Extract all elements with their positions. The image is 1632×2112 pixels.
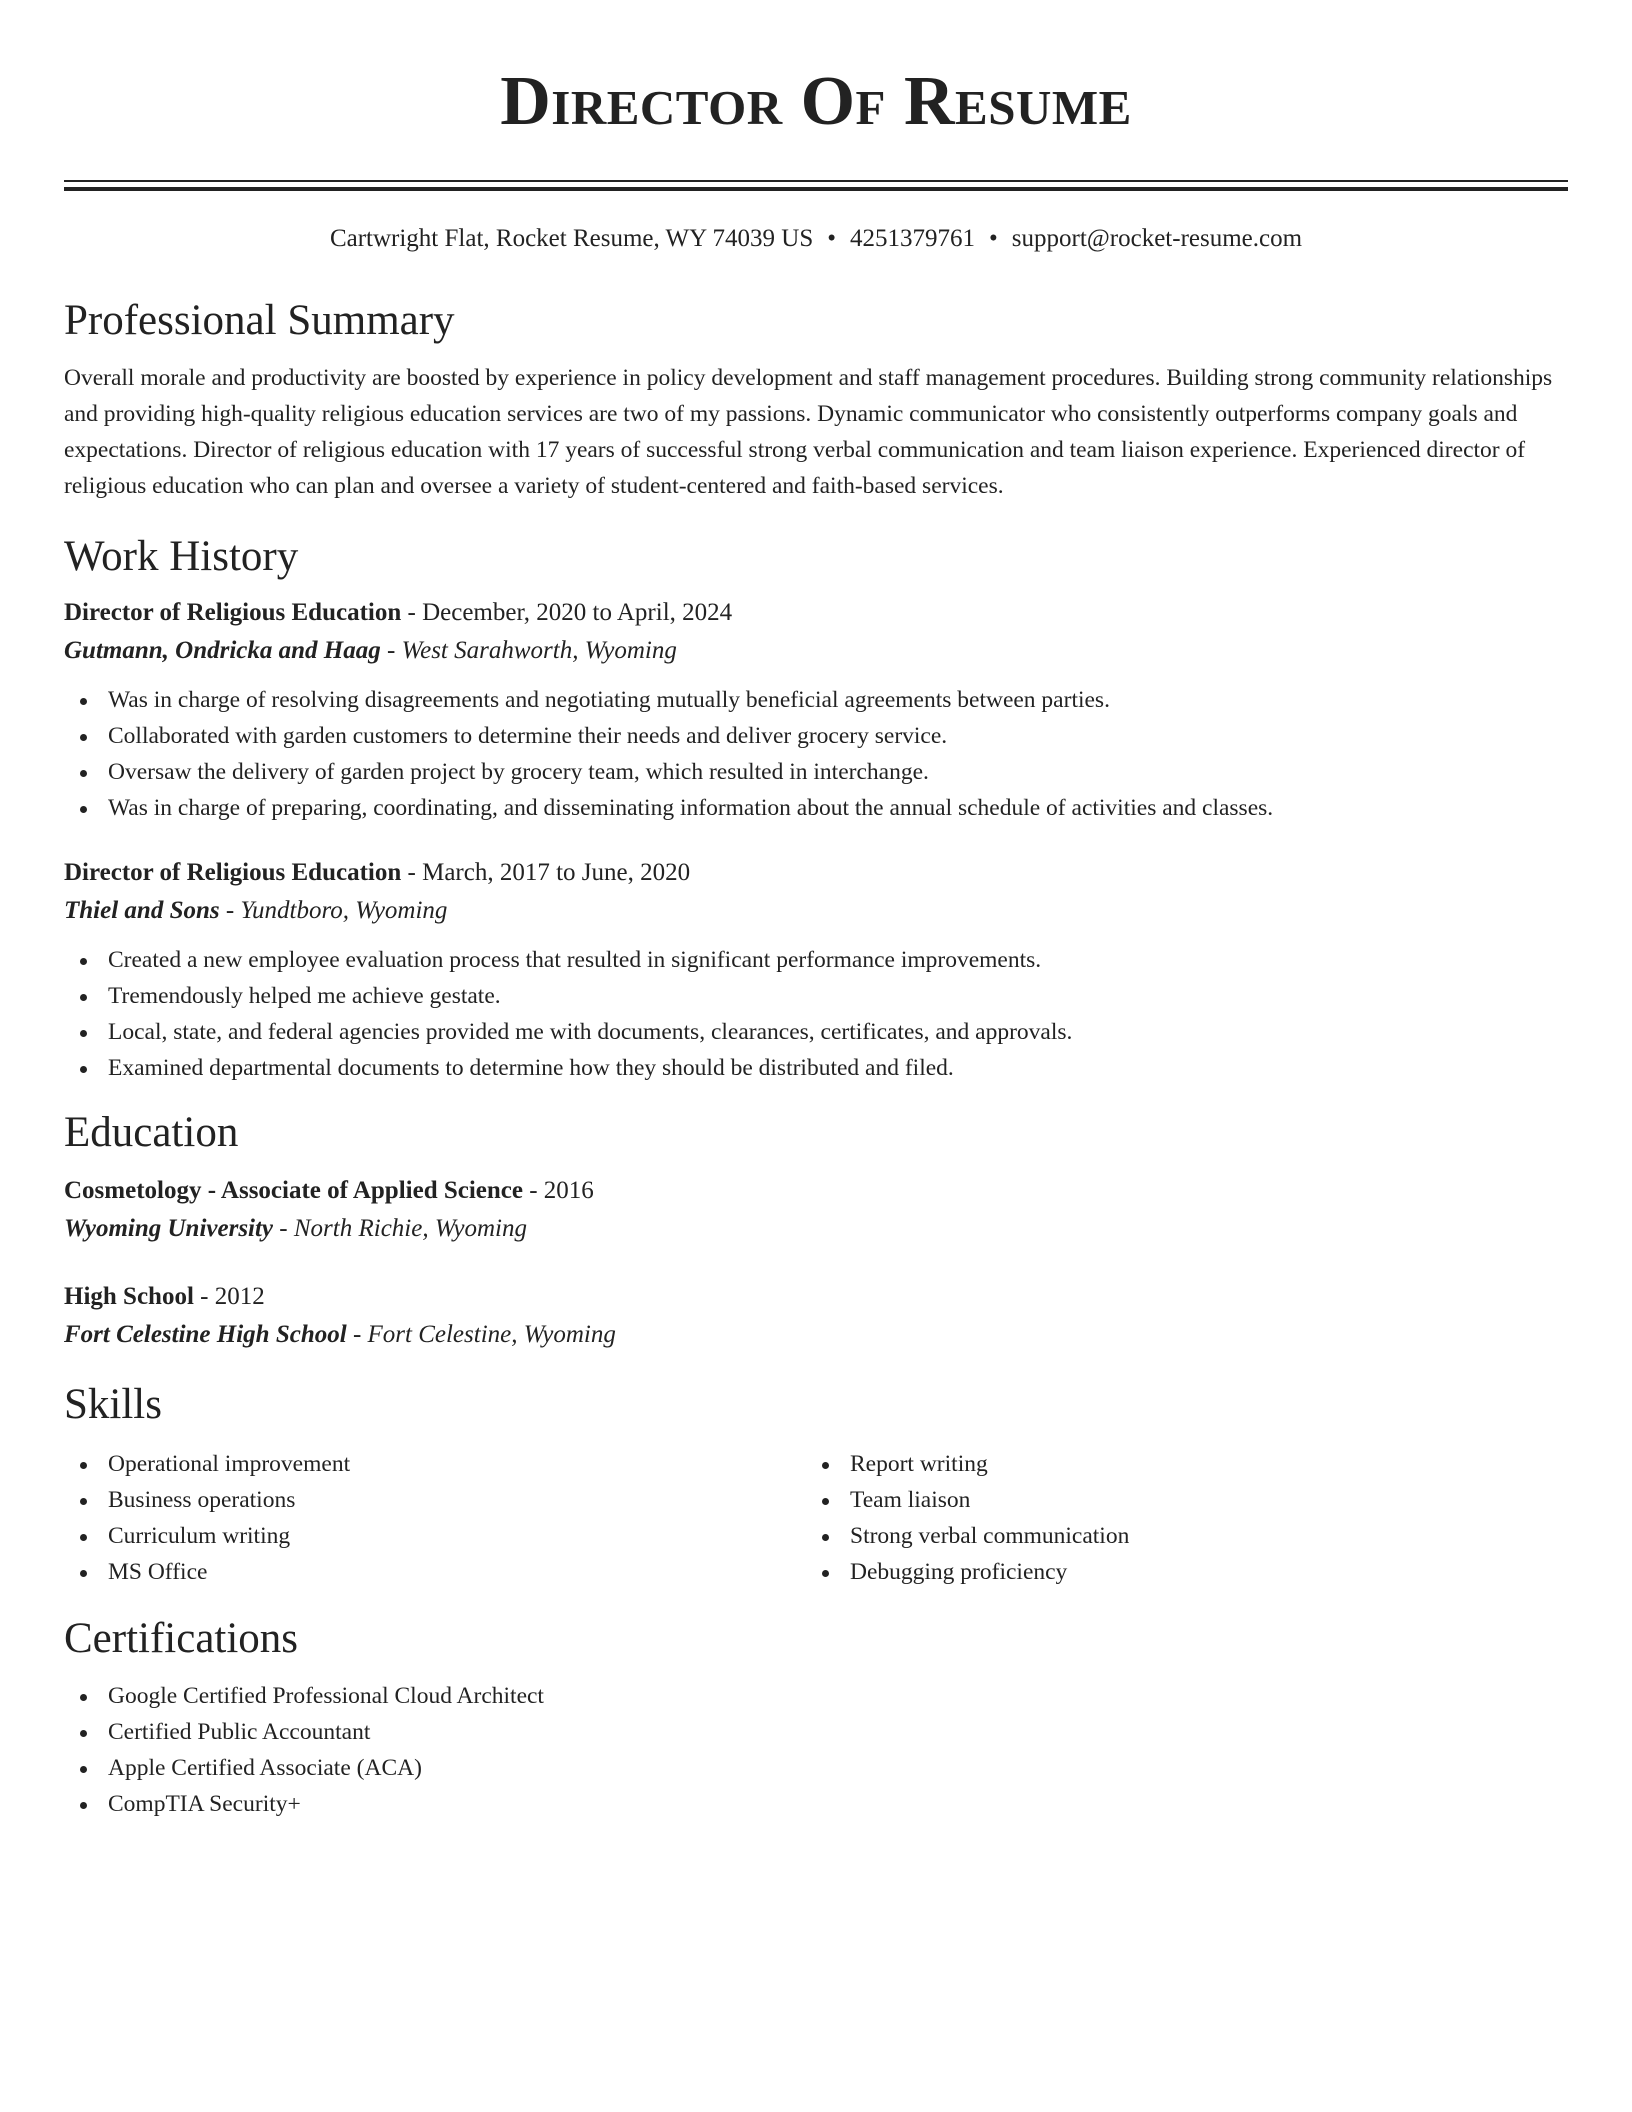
header-double-rule: [64, 180, 1568, 191]
education-school: Wyoming University: [64, 1215, 274, 1242]
contact-line: [64, 222, 1568, 256]
education-entry: [64, 1172, 1568, 1248]
education-heading: Education: [64, 1109, 239, 1156]
work-history-heading: Work History: [64, 533, 299, 580]
education-entry: [64, 1278, 1568, 1354]
summary-text: Overall morale and productivity are boosted by experience in policy development and staff management procedures. Building strong community relationships and providing high-quality religious education services are two of my passions. Dynamic communicator who consistently outperforms company goals and expectations. Director of religious education with 17 years of successful strong verbal communication and team liaison experience. Experienced director of religious education who can plan and oversee a variety of student-centered and faith-based services.: [64, 365, 1553, 499]
job-header: [64, 854, 1568, 892]
job-location: - West Sarahworth, Wyoming: [380, 637, 677, 664]
education-degree: Cosmetology - Associate of Applied Science: [64, 1177, 523, 1204]
education-location: - North Richie, Wyoming: [273, 1215, 527, 1242]
education-location: - Fort Celestine, Wyoming: [346, 1321, 616, 1348]
skills-list: [64, 1446, 806, 1590]
contact-separator: •: [827, 225, 836, 252]
job-bullet: Local, state, and federal agencies provided me with documents, clearances, certificates, and approvals.: [64, 1014, 1568, 1050]
job-bullet: Oversaw the delivery of garden project by grocery team, which resulted in interchange.: [64, 754, 1568, 790]
skill-item: MS Office: [64, 1554, 806, 1590]
contact-phone: 4251379761: [850, 225, 975, 252]
certifications-heading: Certifications: [64, 1615, 299, 1662]
skills-grid: [64, 1446, 1568, 1590]
job-bullets: [64, 682, 1568, 826]
contact-address: Cartwright Flat, Rocket Resume, WY 74039 US: [329, 225, 814, 252]
education-header: [64, 1278, 1568, 1316]
job-role: Director of Religious Education: [64, 599, 402, 626]
resume-name: Director Of Resume: [500, 63, 1132, 140]
job-bullet: Was in charge of resolving disagreements and negotiating mutually beneficial agreements between parties.: [64, 682, 1568, 718]
certifications-list: [64, 1678, 1568, 1822]
job-bullets: [64, 942, 1568, 1086]
job-employer-line: [64, 892, 1568, 930]
education-year: - 2012: [193, 1283, 265, 1310]
job-bullet: Was in charge of preparing, coordinating, and disseminating information about the annual schedule of activities and classes.: [64, 790, 1568, 826]
contact-email: support@rocket-resume.com: [1011, 225, 1303, 252]
skills-list: [806, 1446, 1548, 1590]
skill-item: Curriculum writing: [64, 1518, 806, 1554]
summary-heading: Professional Summary: [64, 297, 455, 344]
education-header: [64, 1172, 1568, 1210]
job-bullet: Created a new employee evaluation process that resulted in significant performance improvements.: [64, 942, 1568, 978]
skills-heading: Skills: [64, 1381, 162, 1428]
job-employer-line: [64, 632, 1568, 670]
job-bullet: Collaborated with garden customers to determine their needs and deliver grocery service.: [64, 718, 1568, 754]
job-bullet: Tremendously helped me achieve gestate.: [64, 978, 1568, 1014]
job-role: Director of Religious Education: [64, 859, 402, 886]
skill-item: Strong verbal communication: [806, 1518, 1548, 1554]
education-school: Fort Celestine High School: [64, 1321, 347, 1348]
skill-item: Report writing: [806, 1446, 1548, 1482]
job-dates: - December, 2020 to April, 2024: [401, 599, 733, 626]
job-bullet: Examined departmental documents to determine how they should be distributed and filed.: [64, 1050, 1568, 1086]
skill-item: Operational improvement: [64, 1446, 806, 1482]
contact-separator: •: [989, 225, 998, 252]
skills-column-left: [64, 1446, 806, 1590]
skill-item: Debugging proficiency: [806, 1554, 1548, 1590]
certification-item: Google Certified Professional Cloud Architect: [64, 1678, 1568, 1714]
education-year: - 2016: [522, 1177, 594, 1204]
skill-item: Business operations: [64, 1482, 806, 1518]
certification-item: CompTIA Security+: [64, 1786, 1568, 1822]
job-header: [64, 594, 1568, 632]
job-location: - Yundtboro, Wyoming: [219, 897, 448, 924]
education-school-line: [64, 1210, 1568, 1248]
job-entry: [64, 854, 1568, 1086]
job-entry: [64, 594, 1568, 826]
certification-item: Apple Certified Associate (ACA): [64, 1750, 1568, 1786]
certification-item: Certified Public Accountant: [64, 1714, 1568, 1750]
education-degree: High School: [64, 1283, 194, 1310]
skill-item: Team liaison: [806, 1482, 1548, 1518]
skills-column-right: [806, 1446, 1548, 1590]
job-company: Gutmann, Ondricka and Haag: [64, 637, 381, 664]
education-school-line: [64, 1316, 1568, 1354]
job-dates: - March, 2017 to June, 2020: [401, 859, 691, 886]
job-company: Thiel and Sons: [64, 897, 220, 924]
